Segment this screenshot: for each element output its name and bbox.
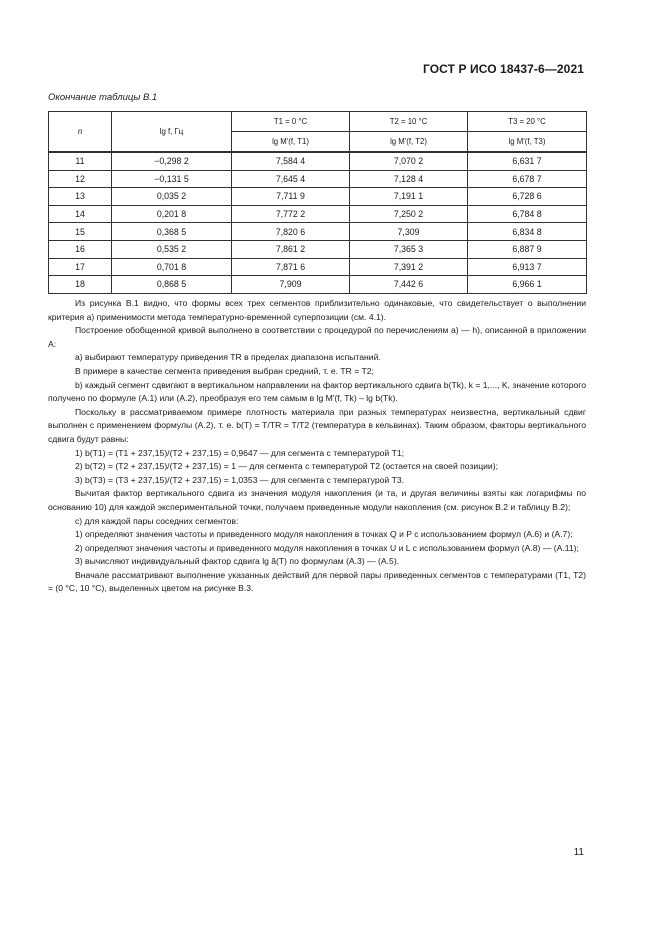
paragraph: Из рисунка В.1 видно, что формы всех трех сегментов приблизительно одинаковые, что свидетельствует о выполнении критерия а) применимости метода температурно-временной суперпозиции (см. 4.1). — [48, 298, 586, 322]
body-text — [48, 297, 586, 596]
subheader-t3: lg M'(f, T3) — [468, 132, 587, 153]
table-cell: 7,909 — [232, 276, 350, 294]
paragraph: с) для каждой пары соседних сегментов: — [75, 515, 239, 526]
table-cell: 0,535 2 — [112, 240, 232, 258]
table-row — [49, 258, 587, 276]
table-cell: 6,631 7 — [468, 152, 587, 170]
table-cell: 0,035 2 — [112, 188, 232, 206]
table-cell: 7,772 2 — [232, 205, 350, 223]
table-cell: 0,868 5 — [112, 276, 232, 294]
table-cell: 6,728 6 — [468, 188, 587, 206]
paragraph: 3) b(T3) = (T3 + 237,15)/(T2 + 237,15) = 1,0353 — для сегмента с температурой T3. — [75, 474, 404, 485]
table-cell: 16 — [49, 240, 112, 258]
table-cell: 17 — [49, 258, 112, 276]
paragraph: 2) определяют значения частоты и приведенного модуля накопления в точках U и L с использованием формул (А.8) — (А.11); — [75, 542, 579, 553]
table-cell: 7,128 4 — [350, 170, 468, 188]
table-cell: −0,131 5 — [112, 170, 232, 188]
table-row — [49, 152, 587, 170]
column-header-t2: T2 = 10 °C — [350, 112, 468, 132]
column-header-n: n — [49, 112, 112, 153]
table-cell: 7,871 6 — [232, 258, 350, 276]
table-cell: 0,368 5 — [112, 223, 232, 241]
table-row — [49, 205, 587, 223]
table-cell: 0,201 8 — [112, 205, 232, 223]
table-cell: 6,887 9 — [468, 240, 587, 258]
table-cell: 6,966 1 — [468, 276, 587, 294]
table-cell: 13 — [49, 188, 112, 206]
table-cell: 7,861 2 — [232, 240, 350, 258]
paragraph: Вначале рассматривают выполнение указанных действий для первой пары приведенных сегментов с температурами (T1, T2) = (0 °C, 10 °C), выделенных цветом на рисунке В.3. — [48, 569, 586, 594]
table-cell: 6,834 8 — [468, 223, 587, 241]
column-header-t1: T1 = 0 °C — [232, 112, 350, 132]
table-cell: 18 — [49, 276, 112, 294]
column-header-lgf: lg f, Гц — [112, 112, 232, 153]
page-number: 11 — [573, 847, 584, 858]
table-cell: 12 — [49, 170, 112, 188]
column-header-t3: T3 = 20 °C — [468, 112, 587, 132]
table-row — [49, 188, 587, 206]
table-cell: 0,701 8 — [112, 258, 232, 276]
table-cell: 11 — [49, 152, 112, 170]
table-cell: 7,645 4 — [232, 170, 350, 188]
table-cell: 7,442 6 — [350, 276, 468, 294]
table-cell: 7,250 2 — [350, 205, 468, 223]
paragraph: 2) b(T2) = (T2 + 237,15)/(T2 + 237,15) = 1 — для сегмента с температурой T2 (остается на своей позиции); — [75, 461, 498, 472]
subheader-t1: lg M'(f, T1) — [232, 132, 350, 153]
table-cell: 7,584 4 — [232, 152, 350, 170]
table-row — [49, 223, 587, 241]
paragraph: Поскольку в рассматриваемом примере плотность материала при разных температурах неизвестна, вертикальный сдвиг выполнен с применением формулы (А.2), т. е. b(T) = T/TR = T/T2 (температура в кельвинах). Таким образом, факторы вертикального сдвига будут равны: — [48, 406, 586, 444]
paragraph: В примере в качестве сегмента приведения выбран средний, т. е. TR = T2; — [75, 365, 374, 376]
table-body — [49, 152, 587, 293]
data-table — [48, 111, 587, 294]
table-cell: 7,391 2 — [350, 258, 468, 276]
table-cell: 6,913 7 — [468, 258, 587, 276]
paragraph: b) каждый сегмент сдвигают в вертикальном направлении на фактор вертикального сдвига b(Tk), k = 1,..., K, значение которого получено по формуле (А.1) или (А.2), преобразуя его тем самым в lg M'(f, Tk) – lg b(Tk). — [48, 379, 586, 404]
table-cell: 7,365 3 — [350, 240, 468, 258]
table-row — [49, 276, 587, 294]
paragraph: 1) b(T1) = (T1 + 237,15)/(T2 + 237,15) = 0,9647 — для сегмента с температурой T1; — [75, 447, 404, 458]
paragraph: а) выбирают температуру приведения TR в пределах диапазона испытаний. — [75, 352, 381, 363]
table-cell: −0,298 2 — [112, 152, 232, 170]
table-row — [49, 170, 587, 188]
table-cell: 6,784 8 — [468, 205, 587, 223]
paragraph: Вычитая фактор вертикального сдвига из значения модуля накопления (и та, и другая величины взяты как логарифмы по основанию 10) для каждой экспериментальной точки, получаем приведенные модули накопления (см. рисунок В.2 и таблицу В.2); — [48, 488, 586, 512]
table-cell: 7,820 6 — [232, 223, 350, 241]
document-code-header: ГОСТ Р ИСО 18437-6—2021 — [422, 62, 584, 76]
paragraph: Построение обобщенной кривой выполнено в соответствии с процедурой по перечислениям а) — h), описанной в приложении А: — [48, 325, 586, 349]
table-cell: 15 — [49, 223, 112, 241]
subheader-t2: lg M'(f, T2) — [350, 132, 468, 153]
table-cell: 7,191 1 — [350, 188, 468, 206]
table-cell: 7,309 — [350, 223, 468, 241]
table-cell: 7,070 2 — [350, 152, 468, 170]
table-row — [49, 240, 587, 258]
table-cell: 7,711 9 — [232, 188, 350, 206]
table-cell: 6,678 7 — [468, 170, 587, 188]
paragraph: 1) определяют значения частоты и приведенного модуля накопления в точках Q и P с использованием формул (А.6) и (А.7); — [75, 529, 573, 540]
table-cell: 14 — [49, 205, 112, 223]
table-caption: Окончание таблицы В.1 — [48, 92, 158, 103]
paragraph: 3) вычисляют индивидуальный фактор сдвига lg ã(T) по формулам (А.3) — (А.5). — [75, 556, 400, 567]
